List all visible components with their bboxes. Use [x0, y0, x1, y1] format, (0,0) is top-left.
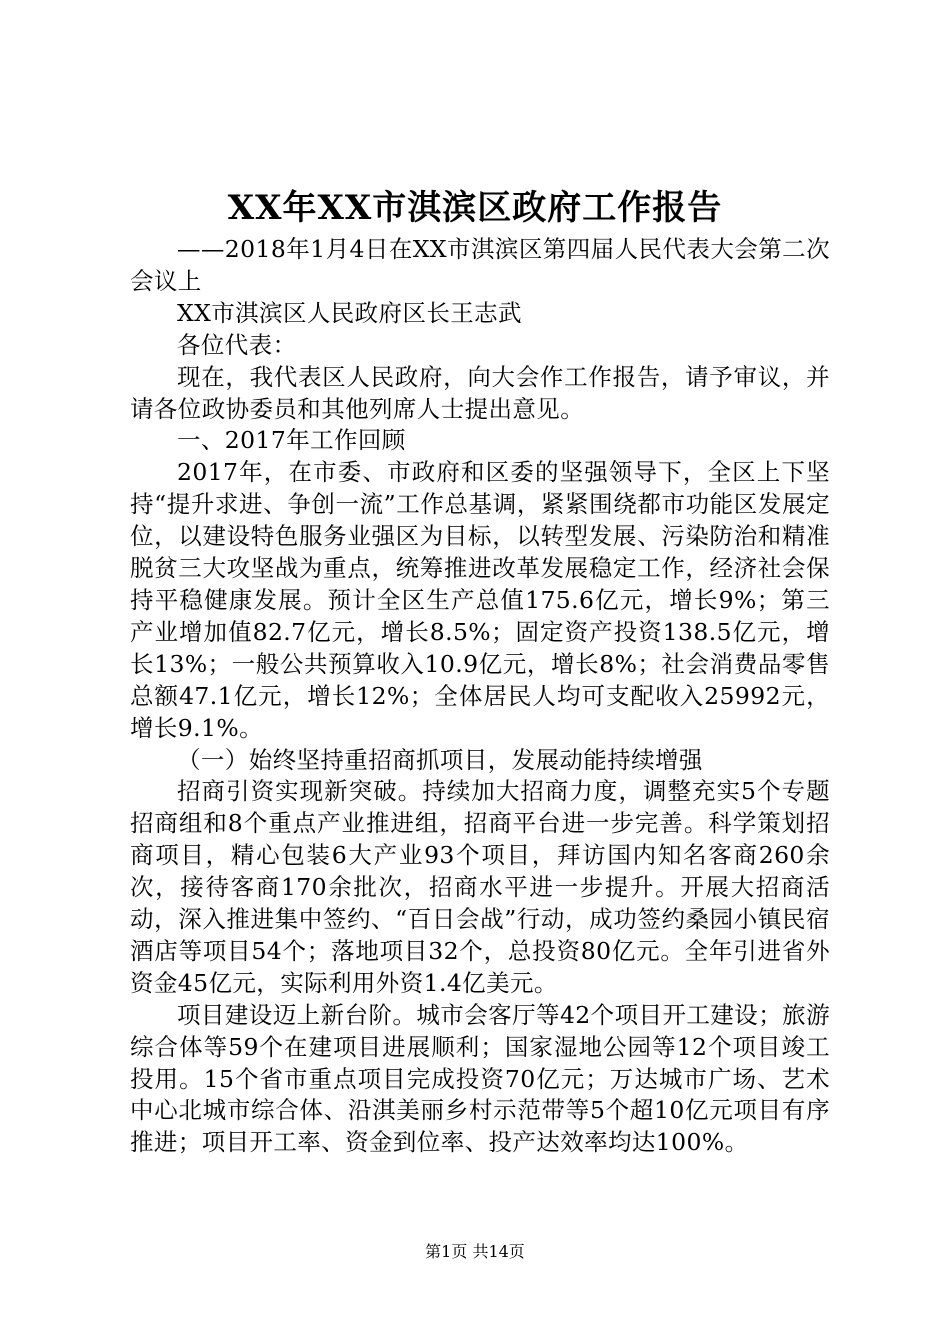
document-title: XX年XX市淇滨区政府工作报告: [227, 188, 723, 228]
subtitle-date-line: ——2018年1月4日在XX市淇滨区第四届人民代表大会第二次会议上: [130, 235, 830, 295]
page-number-footer: 第1页 共14页: [425, 1242, 525, 1261]
review-paragraph: 2017年，在市委、市政府和区委的坚强领导下，全区上下坚持“提升求进、争创一流”工作总基调，紧紧围绕都市功能区发展定位，以建设特色服务业强区为目标，以转型发展、污染防治和精准脱贫三大攻坚战为重点，统筹推进改革发展稳定工作，经济社会保持平稳健康发展。预计全区生产总值175.6亿元，增长9%；第三产业增加值82.7亿元，增长8.5%；固定资产投资138.5亿元，增长13%；一般公共预算收入10.9亿元，增长8%；社会消费品零售总额47.1亿元，增长12%；全体居民人均可支配收入25992元，增长9.1%。: [130, 458, 830, 742]
salutation: 各位代表：: [177, 330, 297, 359]
document-body: [130, 234, 830, 1159]
investment-paragraph: 招商引资实现新突破。持续加大招商力度，调整充实5个专题招商组和8个重点产业推进组，招商平台进一步完善。科学策划招商项目，精心包装6大产业93个项目，拜访国内知名客商260余次，接待客商170余批次，招商水平进一步提升。开展大招商活动，深入推进集中签约、“百日会战”行动，成功签约桑园小镇民宿酒店等项目54个；落地项目32个，总投资80亿元。全年引进省外资金45亿元，实际利用外资1.4亿美元。: [130, 777, 830, 997]
projects-paragraph: 项目建设迈上新台阶。城市会客厅等42个项目开工建设；旅游综合体等59个在建项目进展顺利；国家湿地公园等12个项目竣工投用。15个省市重点项目完成投资70亿元；万达城市广场、艺术中心北城市综合体、沿淇美丽乡村示范带等5个超10亿元项目有序推进；项目开工率、资金到位率、投产达效率均达100%。: [130, 1000, 830, 1157]
intro-paragraph: 现在，我代表区人民政府，向大会作工作报告，请予审议，并请各位政协委员和其他列席人士提出意见。: [130, 362, 830, 423]
subsection-heading: （一）始终坚持重招商抓项目，发展动能持续增强: [177, 745, 703, 774]
speaker-line: XX市淇滨区人民政府区长王志武: [177, 298, 522, 327]
section-heading: 一、2017年工作回顾: [177, 426, 406, 455]
